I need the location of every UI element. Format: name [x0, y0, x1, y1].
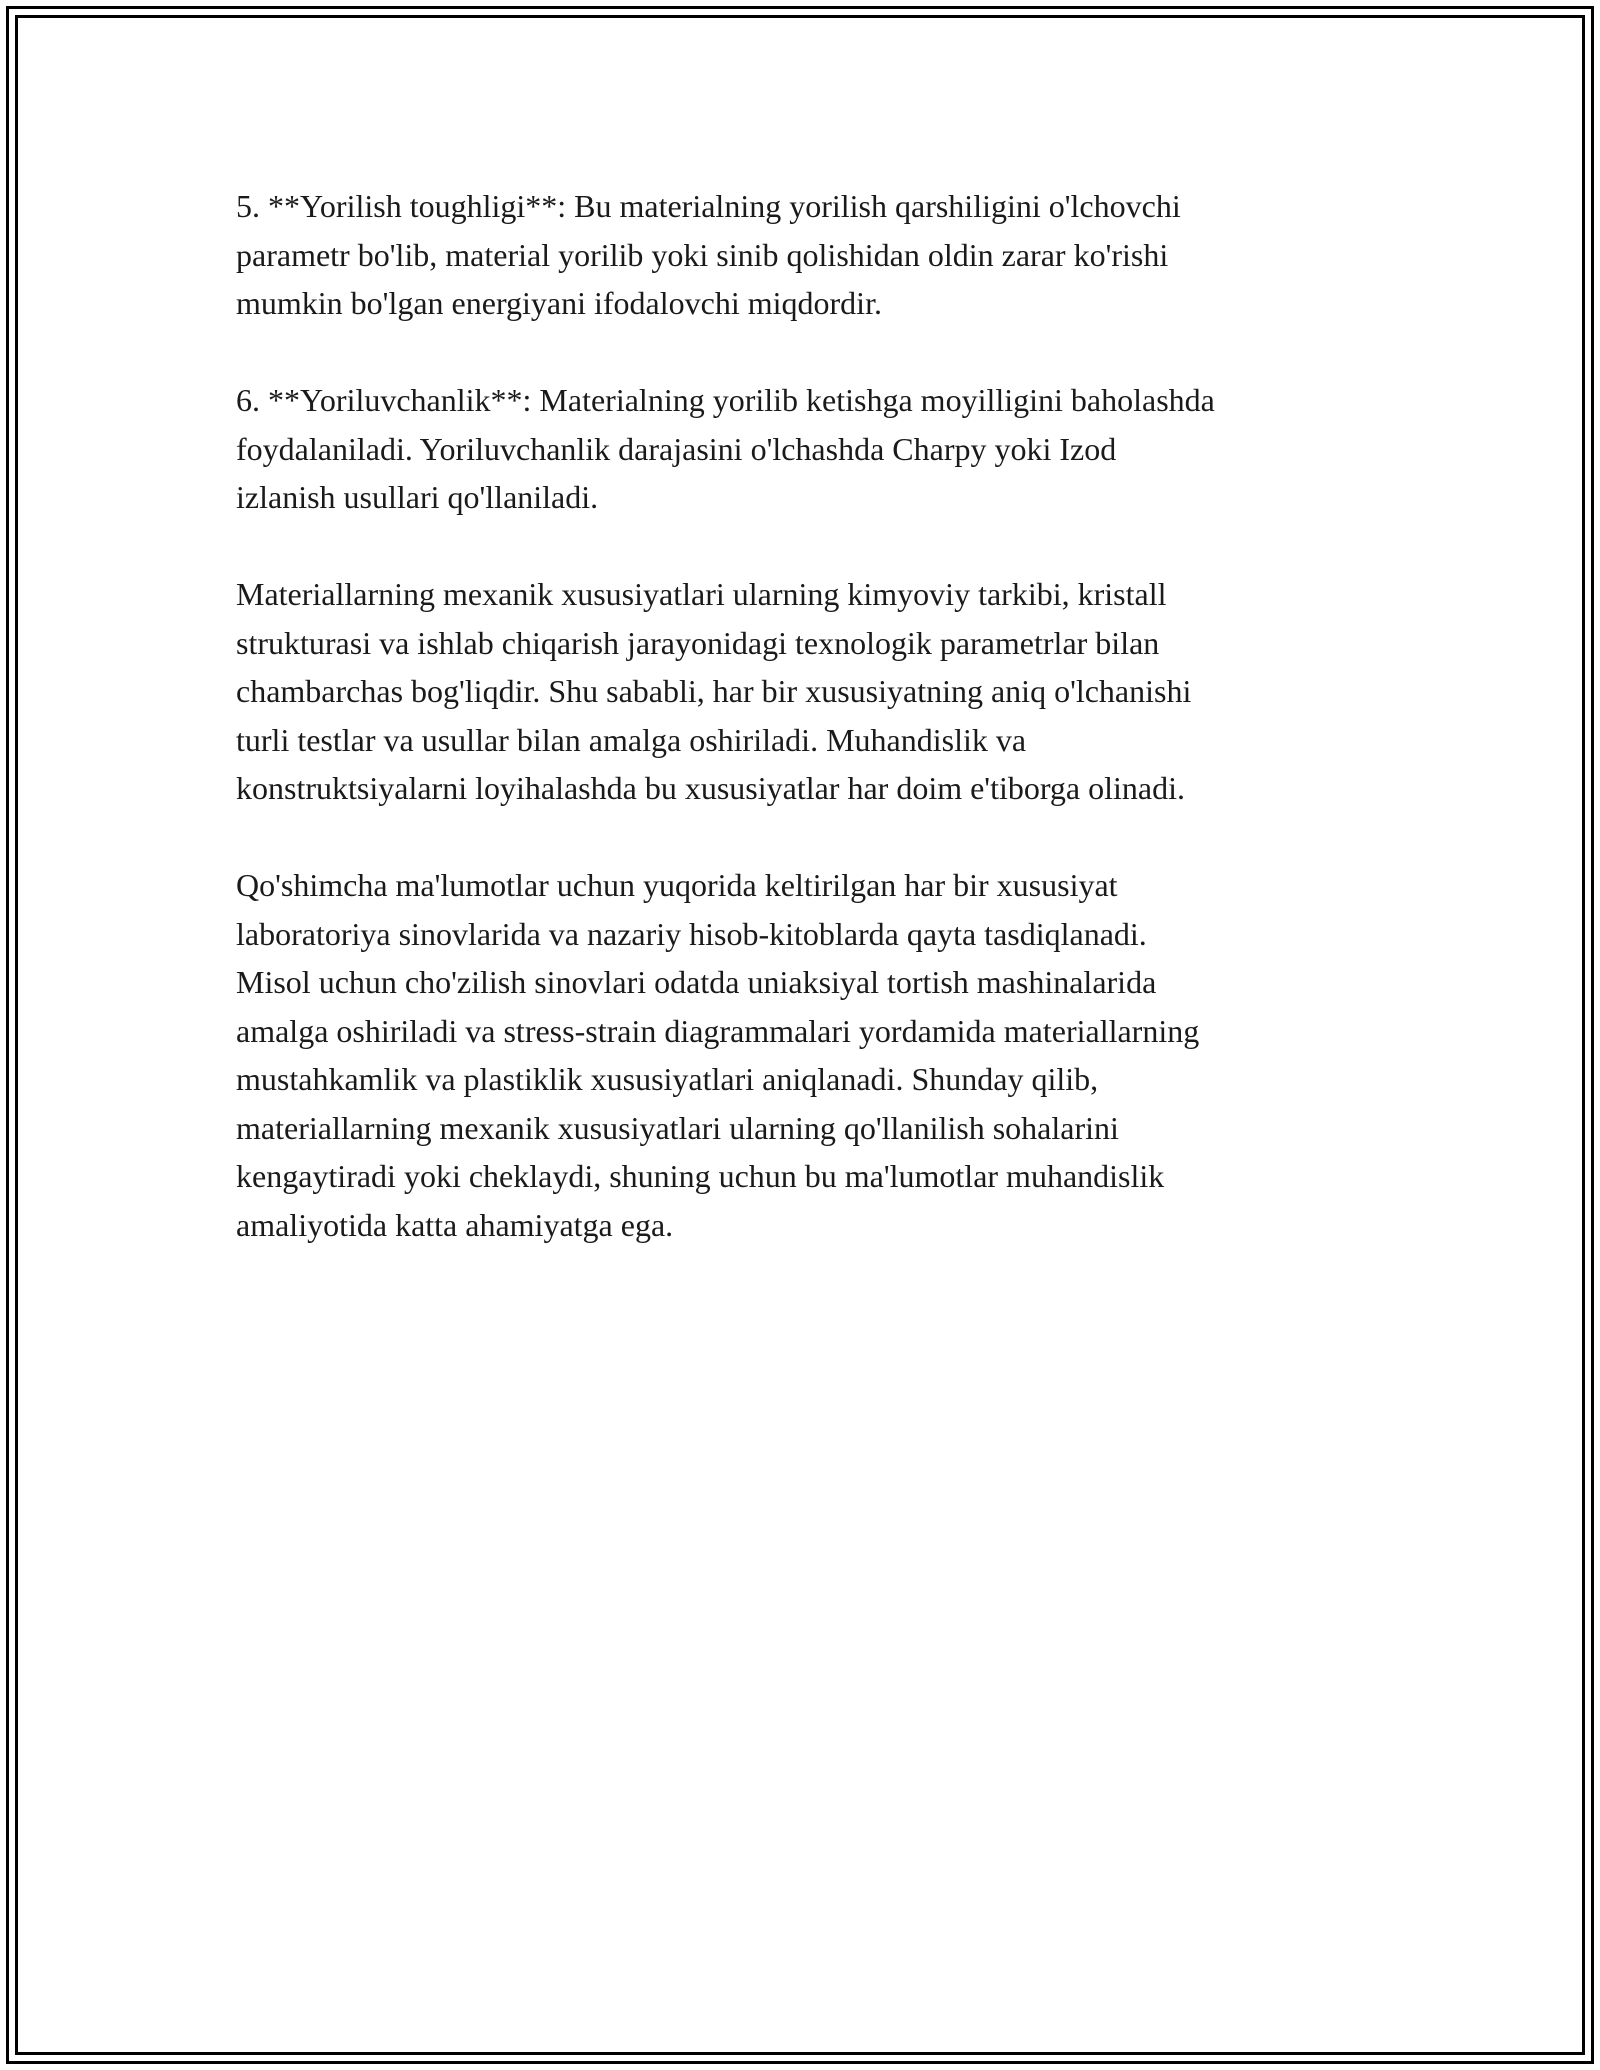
text-line: Misol uchun cho'zilish sinovlari odatda uniaksiyal tortish mashinalarida — [236, 964, 1157, 1000]
text-line: mumkin bo'lgan energiyani ifodalovchi miqdordir. — [236, 285, 882, 321]
paragraph-additional-info — [236, 861, 1406, 1249]
text-line: foydalaniladi. Yoriluvchanlik darajasini o'lchashda Charpy yoki Izod — [236, 430, 1117, 467]
text-line: konstruktsiyalarni loyihalashda bu xususiyatlar har doim e'tiborga olinadi. — [236, 770, 1185, 806]
paragraph-crack-susceptibility — [236, 376, 1406, 522]
text-line: materiallarning mexanik xususiyatlari ularning qo'llanilish sohalarini — [236, 1109, 1119, 1146]
text-line: izlanish usullari qo'llaniladi. — [236, 479, 599, 515]
paragraph-fracture-toughness — [236, 182, 1406, 328]
text-line: turli testlar va usullar bilan amalga oshiriladi. Muhandislik va — [236, 721, 1027, 758]
paragraph-mechanical-properties — [236, 570, 1406, 813]
text-line: 5. **Yorilish toughligi**: Bu materialning yorilish qarshiligini o'lchovchi — [236, 188, 1181, 224]
text-line: Qo'shimcha ma'lumotlar uchun yuqorida keltirilgan har bir xususiyat — [236, 867, 1118, 903]
text-line: chambarchas bog'liqdir. Shu sababli, har bir xususiyatning aniq o'lchanishi — [236, 673, 1192, 709]
text-line: mustahkamlik va plastiklik xususiyatlari aniqlanadi. Shunday qilib, — [236, 1061, 1099, 1097]
text-line: amalga oshiriladi va stress-strain diagrammalari yordamida materiallarning — [236, 1012, 1200, 1049]
text-line: kengaytiradi yoki cheklaydi, shuning uchun bu ma'lumotlar muhandislik — [236, 1158, 1165, 1194]
text-line: amaliyotida katta ahamiyatga ega. — [236, 1206, 674, 1243]
text-line: laboratoriya sinovlarida va nazariy hisob-kitoblarda qayta tasdiqlanadi. — [236, 915, 1147, 952]
text-line: strukturasi va ishlab chiqarish jarayonidagi texnologik parametrlar bilan — [236, 624, 1160, 661]
text-line: parametr bo'lib, material yorilib yoki sinib qolishidan oldin zarar ko'rishi — [236, 236, 1169, 273]
document-body — [236, 182, 1406, 1298]
text-line: Materiallarning mexanik xususiyatlari ularning kimyoviy tarkibi, kristall — [236, 576, 1167, 612]
text-line: 6. **Yoriluvchanlik**: Materialning yorilib ketishga moyilligini baholashda — [236, 382, 1215, 418]
